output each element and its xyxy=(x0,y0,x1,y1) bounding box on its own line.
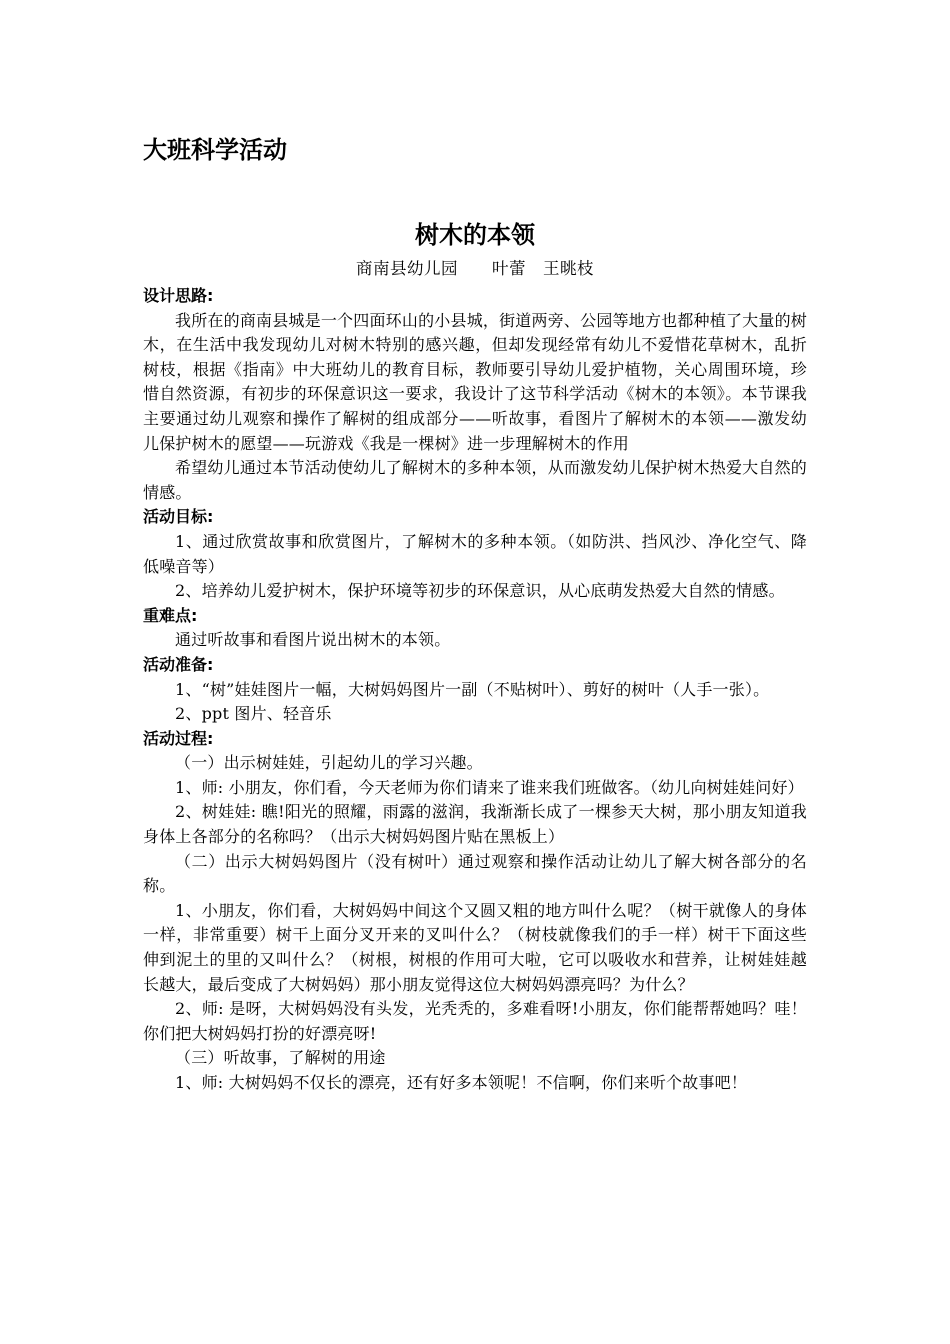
section-key-points xyxy=(143,604,807,653)
section-heading: 重难点: xyxy=(143,605,198,625)
document-title: 树木的本领 xyxy=(415,221,535,249)
paragraph: 1、通过欣赏故事和欣赏图片，了解树木的多种本领。（如防洪、挡风沙、净化空气、降低噪音等） xyxy=(143,531,807,576)
paragraph: 2、师: 是呀，大树妈妈没有头发，光秃秃的，多难看呀!小朋友，你们能帮帮她吗？哇！你们把大树妈妈打扮的好漂亮呀! xyxy=(143,999,807,1043)
section-heading: 活动准备: xyxy=(143,654,214,674)
section-goals xyxy=(143,505,807,603)
author-line: 商南县幼儿园 叶蕾 王晀枝 xyxy=(356,259,594,278)
paragraph: （一）出示树娃娃，引起幼儿的学习兴趣。 xyxy=(175,753,483,773)
paragraph: 1、小朋友，你们看，大树妈妈中间这个又圆又粗的地方叫什么呢？（树干就像人的身体一样，非常重要）树干上面分叉开来的叉叫什么？（树枝就像我们的手一样）树干下面这些伸到泥土的里的又叫什么？（树根，树根的作用可大啦，它可以吸收水和营养，让树娃娃越长越大，最后变成了大树妈妈）那小朋友觉得这位大树妈妈漂亮吗？为什么？ xyxy=(143,900,807,994)
section-process xyxy=(143,727,807,1096)
paragraph: 1、“树”娃娃图片一幅，大树妈妈图片一副（不贴树叶）、剪好的树叶（人手一张）。 xyxy=(175,679,770,699)
paragraph: 2、树娃娃: 瞧!阳光的照耀，雨露的滋润，我渐渐长成了一棵参天大树，那小朋友知道我身体上各部分的名称吗？（出示大树妈妈图片贴在黑板上） xyxy=(143,802,807,847)
paragraph: 1、师: 大树妈妈不仅长的漂亮，还有好多本领呢！不信啊，你们来听个故事吧！ xyxy=(175,1073,748,1092)
section-heading: 活动目标: xyxy=(143,507,214,527)
activity-category: 大班科学活动 xyxy=(143,136,287,164)
paragraph: 2、培养幼儿爱护树木，保护环境等初步的环保意识，从心底萌发热爱大自然的情感。 xyxy=(175,581,785,601)
paragraph: 我所在的商南县城是一个四面环山的小县城，街道两旁、公园等地方也都种植了大量的树木，在生活中我发现幼儿对树木特别的感兴趣，但却发现经常有幼儿不爱惜花草树木，乱折树枝，根据《指南》中大班幼儿的教育目标，教师要引导幼儿爱护植物，关心周围环境，珍惜自然资源，有初步的环保意识这一要求，我设计了这节科学活动《树木的本领》。本节课我主要通过幼儿观察和操作了解树的组成部分——听故事，看图片了解树木的本领——激发幼儿保护树木的愿望——玩游戏《我是一棵树》进一步理解树木的作用 xyxy=(143,310,807,453)
paragraph: 希望幼儿通过本节活动使幼儿了解树木的多种本领，从而激发幼儿保护树木热爱大自然的情感。 xyxy=(143,458,807,502)
section-heading: 设计思路: xyxy=(143,286,214,305)
paragraph: 2、ppt 图片、轻音乐 xyxy=(175,704,332,724)
section-design-idea xyxy=(143,284,807,505)
paragraph: 1、师: 小朋友，你们看，今天老师为你们请来了谁来我们班做客。（幼儿向树娃娃问好） xyxy=(175,777,804,797)
paragraph: （三）听故事，了解树的用途 xyxy=(175,1048,386,1068)
paragraph: （二）出示大树妈妈图片（没有树叶）通过观察和操作活动让幼儿了解大树各部分的名称。 xyxy=(143,851,807,896)
section-heading: 活动过程: xyxy=(143,728,214,748)
section-preparation xyxy=(143,653,807,727)
paragraph: 通过听故事和看图片说出树木的本领。 xyxy=(175,630,451,650)
